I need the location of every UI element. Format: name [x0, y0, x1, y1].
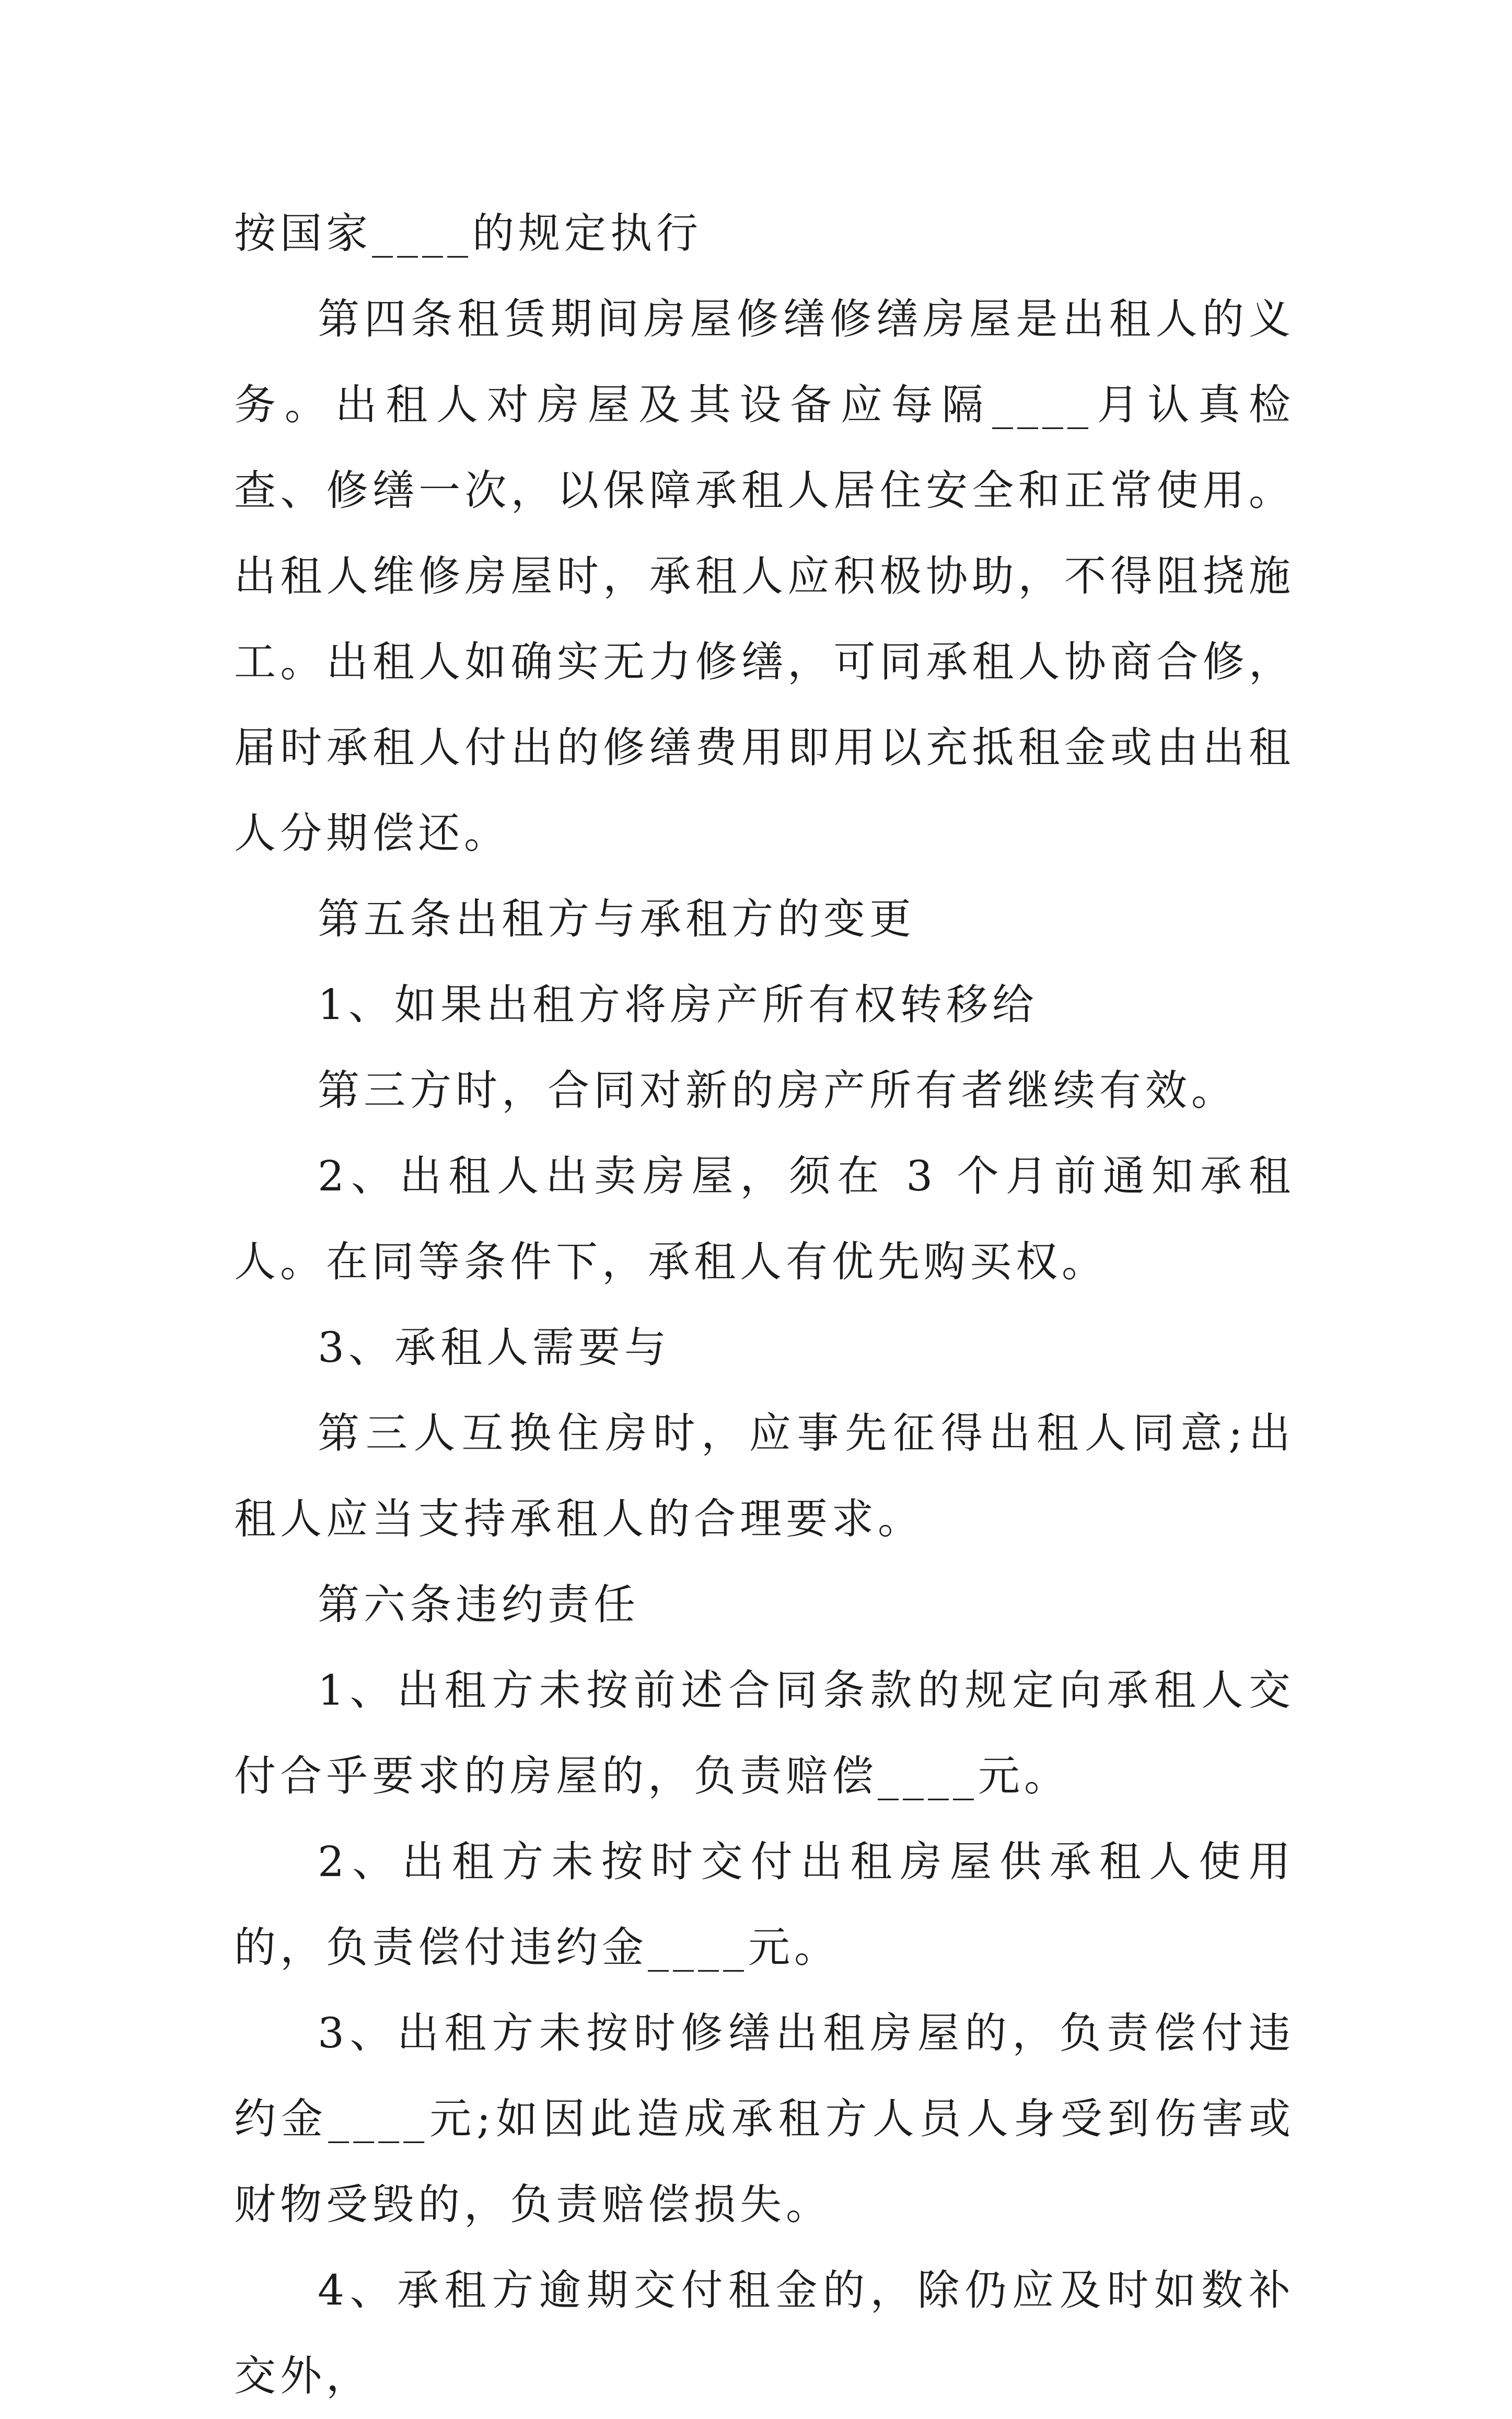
- paragraph-article-4: 第四条租赁期间房屋修缮修缮房屋是出租人的义务。出租人对房屋及其设备应每隔____月认真检查、修缮一次，以保障承租人居住安全和正常使用。出租人维修房屋时，承租人应积极协助，不得阻挠施工。出租人如确实无力修缮，可同承租人协商合修，届时承租人付出的修缮费用即用以充抵租金或由出租人分期偿还。: [234, 295, 1295, 858]
- paragraph-article-5-item-2: 2、出租人出卖房屋，须在 3 个月前通知承租人。在同等条件下，承租人有优先购买权。: [234, 1152, 1295, 1286]
- document-body: [234, 191, 1295, 2419]
- paragraph-article-5-item-1: 1、如果出租方将房产所有权转移给: [318, 980, 1038, 1029]
- paragraph-article-6-item-1: 1、出租方未按前述合同条款的规定向承租人交付合乎要求的房屋的，负责赔偿____元。: [234, 1666, 1295, 1800]
- paragraph-article-5-item-1-cont: 第三方时，合同对新的房产所有者继续有效。: [318, 1066, 1237, 1115]
- paragraph-article-5-item-3-cont: 第三人互换住房时，应事先征得出租人同意;出租人应当支持承租人的合理要求。: [234, 1409, 1295, 1543]
- paragraph-article-6-heading: 第六条违约责任: [318, 1580, 639, 1629]
- paragraph-article-6-item-3: 3、出租方未按时修缮出租房屋的，负责偿付违约金____元;如因此造成承租方人员人身受到伤害或财物受毁的，负责赔偿损失。: [234, 2009, 1295, 2229]
- paragraph-article-5-heading: 第五条出租方与承租方的变更: [318, 895, 915, 943]
- paragraph-article-6-item-4: 4、承租方逾期交付租金的，除仍应及时如数补交外，: [234, 2266, 1295, 2400]
- paragraph-article-6-item-2: 2、出租方未按时交付出租房屋供承租人使用的，负责偿付违约金____元。: [234, 1837, 1295, 1972]
- paragraph-article-5-item-3: 3、承租人需要与: [318, 1323, 670, 1372]
- paragraph-continuation: 按国家____的规定执行: [234, 209, 702, 258]
